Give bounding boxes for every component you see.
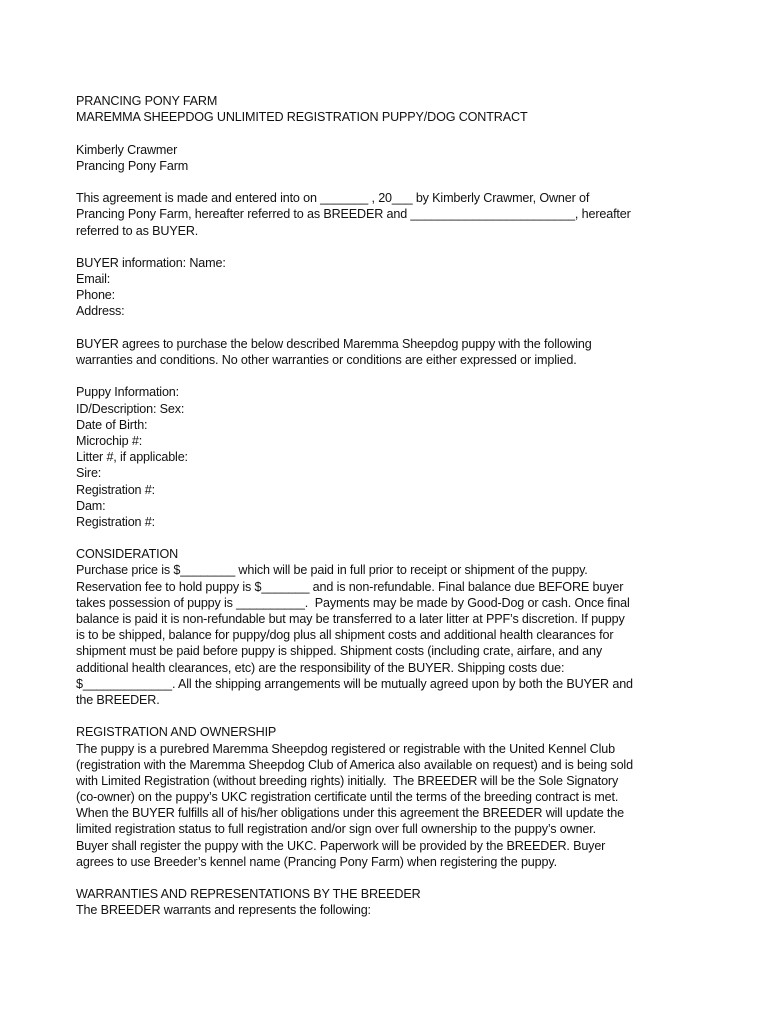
- agreement-line: referred to as BUYER.: [76, 223, 199, 238]
- purchase-paragraph: [76, 336, 716, 368]
- puppy-dam-label: Dam:: [76, 498, 106, 513]
- spacer: [76, 320, 716, 336]
- consideration-line: $_____________. All the shipping arrangements will be mutually agreed upon by both the BUYER and: [76, 676, 633, 691]
- agreement-line: Prancing Pony Farm, hereafter referred to as BREEDER and ________________________, hereafter: [76, 207, 631, 222]
- registration-line: (registration with the Maremma Sheepdog Club of America also available on request) and is being sold: [76, 757, 633, 772]
- consideration-heading: CONSIDERATION: [76, 547, 179, 562]
- contract-title: MAREMMA SHEEPDOG UNLIMITED REGISTRATION PUPPY/DOG CONTRACT: [76, 110, 528, 125]
- consideration-line: takes possession of puppy is __________. Payments may be made by Good-Dog or cash. Once final: [76, 595, 630, 610]
- puppy-litter-label: Litter #, if applicable:: [76, 450, 188, 465]
- agreement-line: This agreement is made and entered into on _______ , 20___ by Kimberly Crawmer, Owner of: [76, 191, 590, 206]
- agreement-paragraph: [76, 190, 716, 239]
- consideration-line: is to be shipped, balance for puppy/dog plus all shipment costs and additional health clearances for: [76, 628, 614, 643]
- spacer: [76, 708, 716, 724]
- puppy-dob-label: Date of Birth:: [76, 417, 148, 432]
- spacer: [76, 239, 716, 255]
- puppy-microchip-label: Microchip #:: [76, 433, 143, 448]
- buyer-name-label: BUYER information: Name:: [76, 255, 226, 270]
- breeder-name: Kimberly Crawmer: [76, 142, 178, 157]
- spacer: [76, 174, 716, 190]
- registration-line: with Limited Registration (without breeding rights) initially. The BREEDER will be the Sole Signatory: [76, 773, 619, 788]
- puppy-sire-label: Sire:: [76, 466, 102, 481]
- registration-section: [76, 724, 716, 870]
- registration-line: Buyer shall register the puppy with the UKC. Paperwork will be provided by the BREEDER. Buyer: [76, 838, 606, 853]
- spacer: [76, 125, 716, 141]
- puppy-information: [76, 384, 716, 530]
- spacer: [76, 368, 716, 384]
- contract-document: [76, 93, 716, 919]
- consideration-line: balance is paid it is non-refundable but may be transferred to a later litter at PPF’s discretion. If puppy: [76, 612, 625, 626]
- buyer-phone-label: Phone:: [76, 288, 116, 303]
- warranties-heading: WARRANTIES AND REPRESENTATIONS BY THE BREEDER: [76, 887, 421, 902]
- spacer: [76, 530, 716, 546]
- registration-heading: REGISTRATION AND OWNERSHIP: [76, 725, 277, 740]
- breeder-farm: Prancing Pony Farm: [76, 158, 189, 173]
- consideration-line: additional health clearances, etc) are the responsibility of the BUYER. Shipping costs due:: [76, 660, 565, 675]
- purchase-line: BUYER agrees to purchase the below described Maremma Sheepdog puppy with the following: [76, 336, 592, 351]
- farm-name-heading: PRANCING PONY FARM: [76, 94, 218, 108]
- registration-line: agrees to use Breeder’s kennel name (Prancing Pony Farm) when registering the puppy.: [76, 854, 557, 869]
- registration-line: The puppy is a purebred Maremma Sheepdog registered or registrable with the United Kennel Club: [76, 741, 615, 756]
- registration-line: When the BUYER fulfills all of his/her obligations under this agreement the BREEDER will update the: [76, 806, 624, 821]
- warranties-section: [76, 886, 716, 918]
- puppy-id-label: ID/Description: Sex:: [76, 401, 185, 416]
- sire-registration-label: Registration #:: [76, 482, 155, 497]
- buyer-address-label: Address:: [76, 304, 125, 319]
- registration-line: limited registration status to full registration and/or sign over full ownership to the puppy’s owner.: [76, 822, 596, 837]
- buyer-information: [76, 255, 716, 320]
- warranties-line: The BREEDER warrants and represents the following:: [76, 903, 371, 918]
- consideration-line: shipment must be paid before puppy is shipped. Shipment costs (including crate, airfare, and any: [76, 644, 603, 659]
- buyer-email-label: Email:: [76, 272, 111, 287]
- consideration-line: Purchase price is $________ which will be paid in full prior to receipt or shipment of the puppy.: [76, 563, 588, 578]
- dam-registration-label: Registration #:: [76, 514, 155, 529]
- consideration-section: [76, 546, 716, 708]
- puppy-info-heading: Puppy Information:: [76, 385, 180, 400]
- purchase-line: warranties and conditions. No other warranties or conditions are either expressed or implied.: [76, 353, 577, 367]
- consideration-line: the BREEDER.: [76, 692, 160, 707]
- consideration-line: Reservation fee to hold puppy is $_______ and is non-refundable. Final balance due BEFORE buyer: [76, 579, 624, 594]
- registration-line: (co-owner) on the puppy’s UKC registration certificate until the terms of the breeding contract is met.: [76, 790, 619, 805]
- spacer: [76, 870, 716, 886]
